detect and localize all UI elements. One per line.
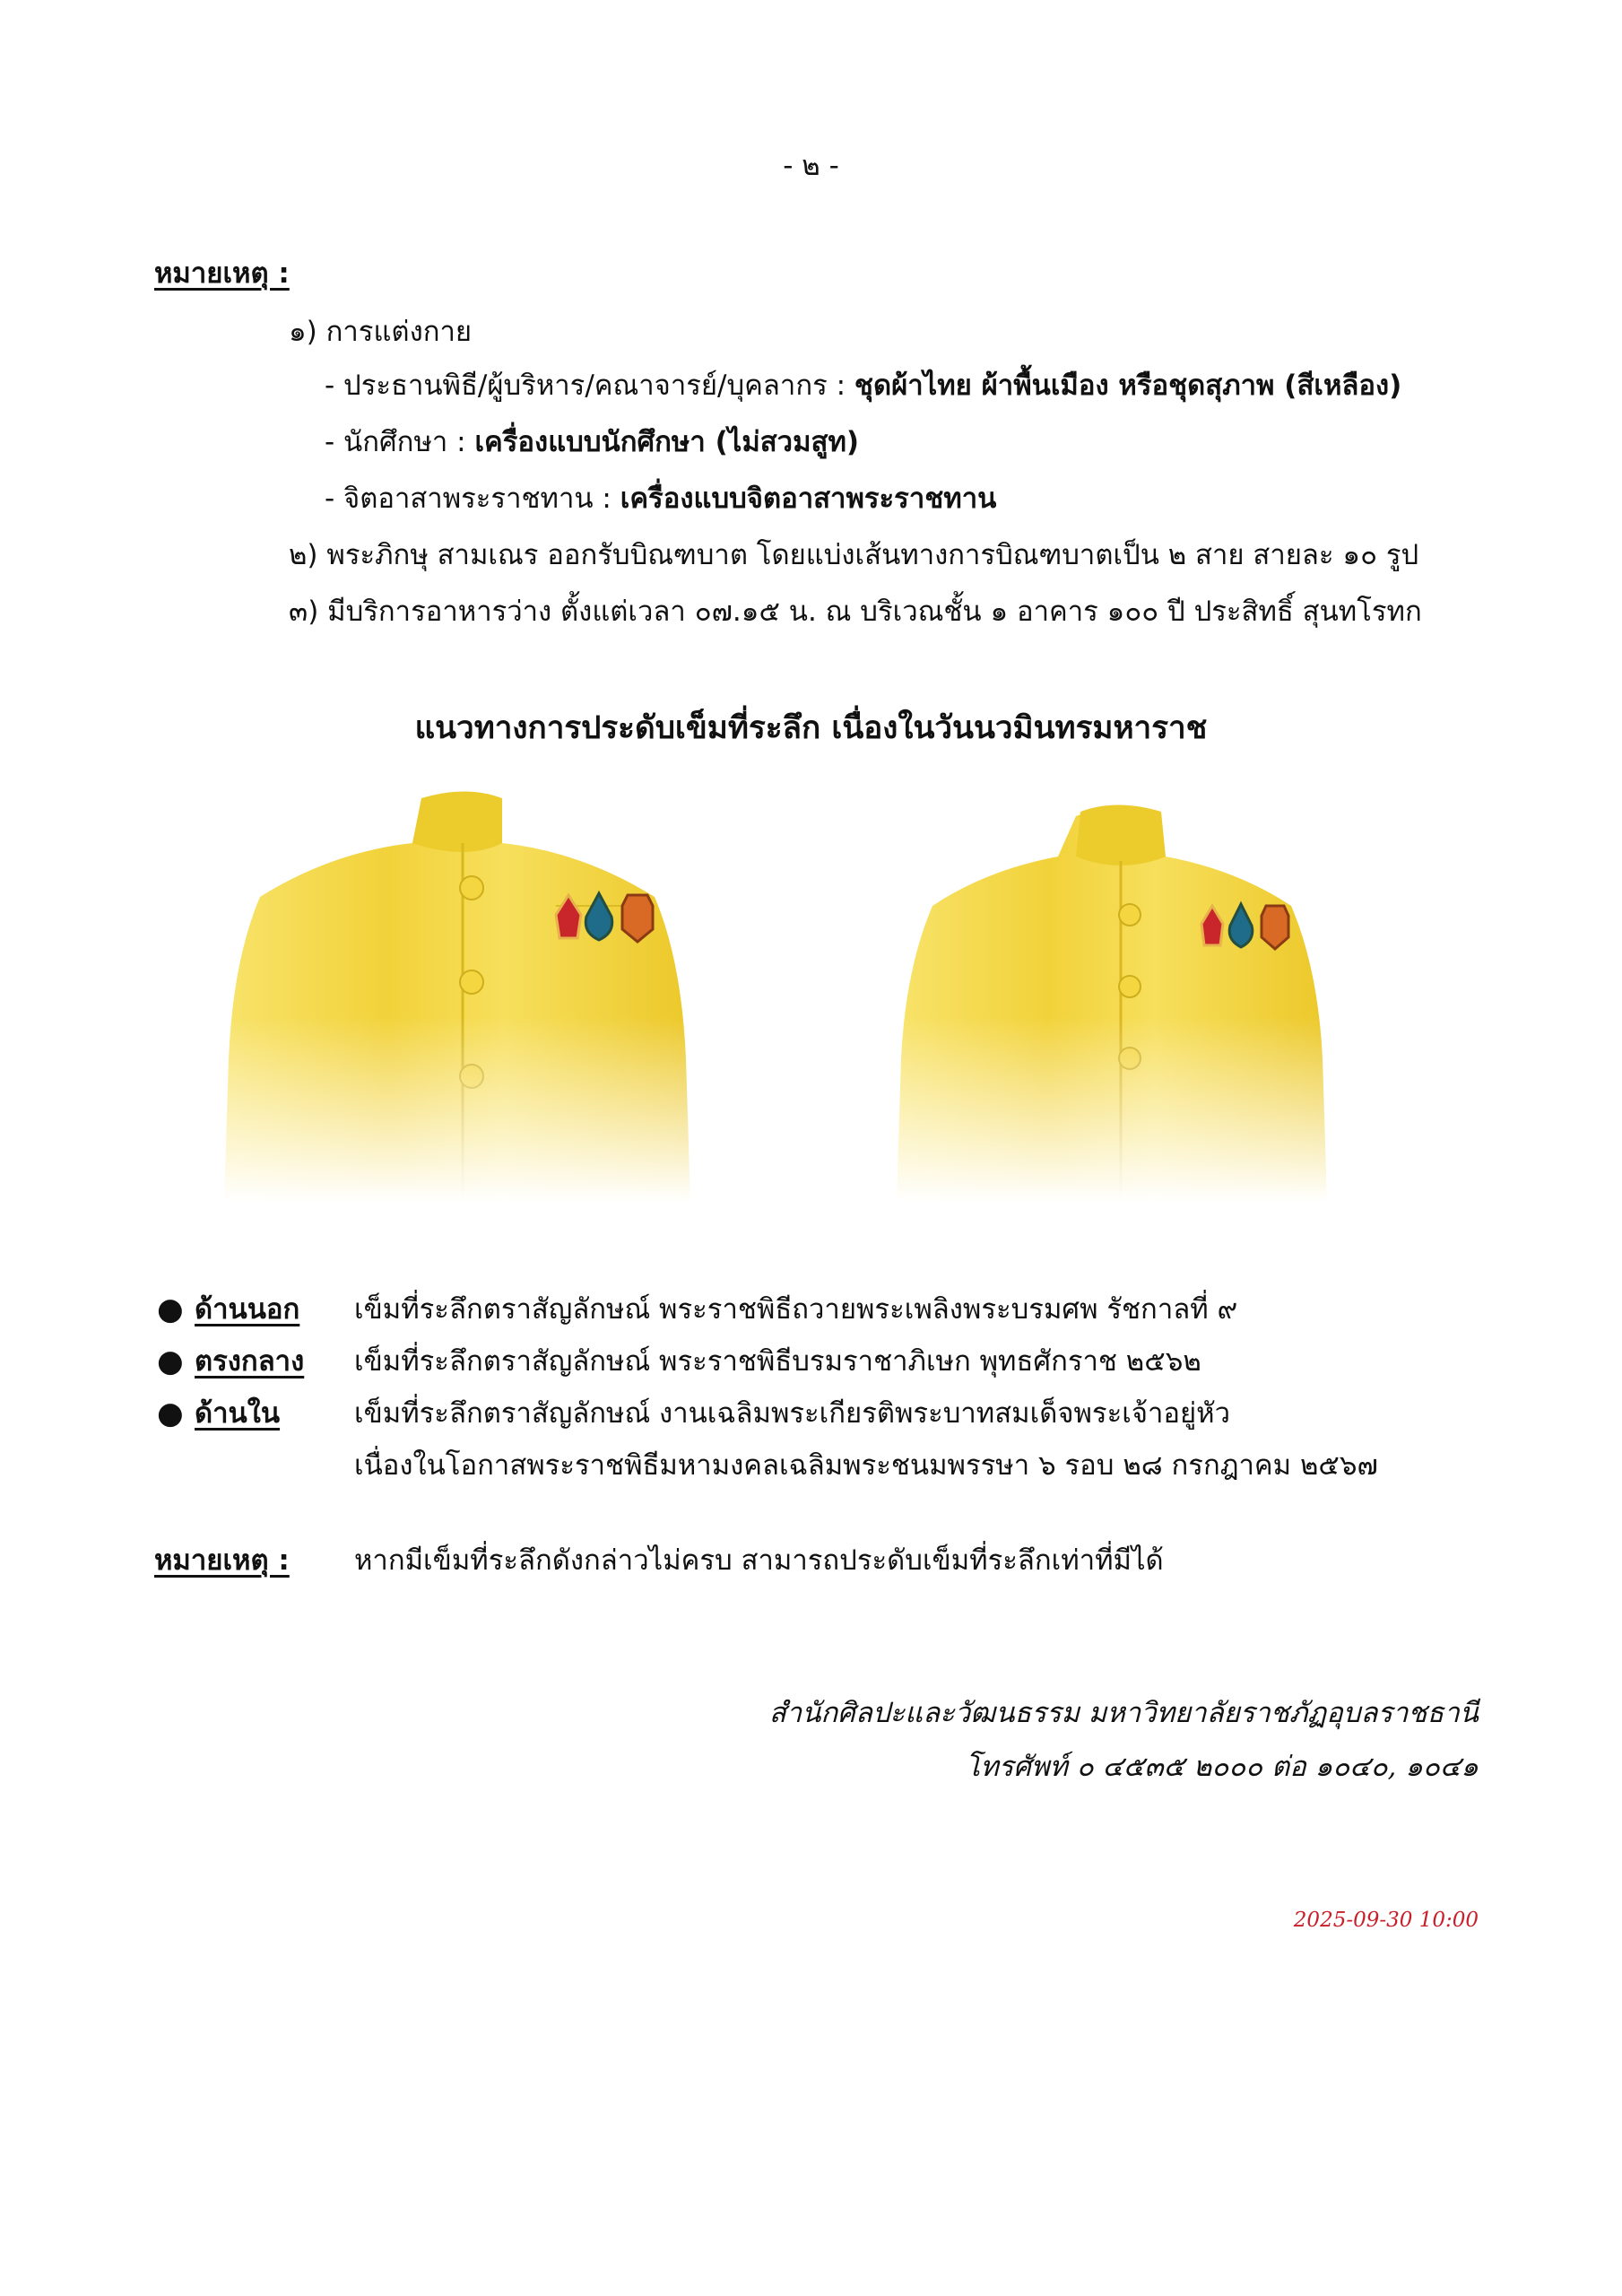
dress-line-attire: เครื่องแบบจิตอาสาพระราชทาน xyxy=(620,483,997,515)
footer-phone: โทรศัพท์ ๐ ๔๕๓๕ ๒๐๐๐ ต่อ ๑๐๔๐, ๑๐๔๑ xyxy=(965,1751,1479,1783)
pin-text-middle: เข็มที่ระลึกตราสัญลักษณ์ พระราชพิธีบรมราชาภิเษก พุทธศักราช ๒๕๖๒ xyxy=(354,1345,1201,1378)
dress-title: ๑) การแต่งกาย xyxy=(289,316,473,348)
dress-line-attire: ชุดผ้าไทย ผ้าพื้นเมือง หรือชุดสุภาพ (สีเหลือง) xyxy=(854,370,1402,402)
pin-badges-womens xyxy=(1201,904,1288,949)
pin-label-inner: ด้านใน xyxy=(195,1397,281,1430)
dress-line-volunteers xyxy=(325,481,996,517)
pin-badges-mens xyxy=(556,893,653,942)
bullet-icon: ● xyxy=(157,1396,184,1431)
dress-line-prefix: - ประธานพิธี/ผู้บริหาร/คณาจารย์/บุคลากร : xyxy=(325,370,854,402)
footer-office: สำนักศิลปะและวัฒนธรรม มหาวิทยาลัยราชภัฏอุบลราชธานี xyxy=(768,1697,1479,1729)
pin-text-inner: เข็มที่ระลึกตราสัญลักษณ์ งานเฉลิมพระเกียรติพระบาทสมเด็จพระเจ้าอยู่หัว xyxy=(354,1397,1231,1430)
pin-label-outer: ด้านนอก xyxy=(195,1293,300,1326)
note-label: หมายเหตุ : xyxy=(154,1544,290,1577)
timestamp: 2025-09-30 10:00 xyxy=(1293,1909,1479,1932)
bullet-icon: ● xyxy=(157,1292,184,1327)
womens-shirt xyxy=(879,789,1345,1202)
pin-text-outer: เข็มที่ระลึกตราสัญลักษณ์ พระราชพิธีถวายพระเพลิงพระบรมศพ รัชกาลที่ ๙ xyxy=(354,1293,1238,1326)
pin-text-inner-cont: เนื่องในโอกาสพระราชพิธีมหามงคลเฉลิมพระชนมพรรษา ๖ รอบ ๒๘ กรกฎาคม ๒๕๖๗ xyxy=(354,1449,1378,1482)
bullet-icon: ● xyxy=(157,1344,184,1379)
item-refreshments: ๓) มีบริการอาหารว่าง ตั้งแต่เวลา ๐๗.๑๕ น. ณ บริเวณชั้น ๑ อาคาร ๑๐๐ ปี ประสิทธิ์ สุนทโรทก xyxy=(289,596,1422,628)
page-number: - ๒ - xyxy=(783,150,839,182)
dress-line-prefix: - นักศึกษา : xyxy=(325,426,475,458)
dress-line-students xyxy=(325,424,859,460)
remarks-heading: หมายเหตุ : xyxy=(154,257,290,290)
mens-shirt xyxy=(197,789,699,1202)
dress-line-attire: เครื่องแบบนักศึกษา (ไม่สวมสูท) xyxy=(474,426,860,458)
pin-label-middle: ตรงกลาง xyxy=(195,1345,305,1378)
section-title: แนวทางการประดับเข็มที่ระลึก เนื่องในวันนวมินทรมหาราช xyxy=(414,710,1208,746)
dress-line-prefix: - จิตอาสาพระราชทาน : xyxy=(325,483,620,515)
shirts-illustration xyxy=(197,789,1435,1202)
note-text: หากมีเข็มที่ระลึกดังกล่าวไม่ครบ สามารถประดับเข็มที่ระลึกเท่าที่มีได้ xyxy=(354,1544,1164,1577)
item-alms-round: ๒) พระภิกษุ สามเณร ออกรับบิณฑบาต โดยแบ่งเส้นทางการบิณฑบาตเป็น ๒ สาย สายละ ๑๐ รูป xyxy=(289,539,1419,571)
dress-line-executives xyxy=(325,368,1401,404)
